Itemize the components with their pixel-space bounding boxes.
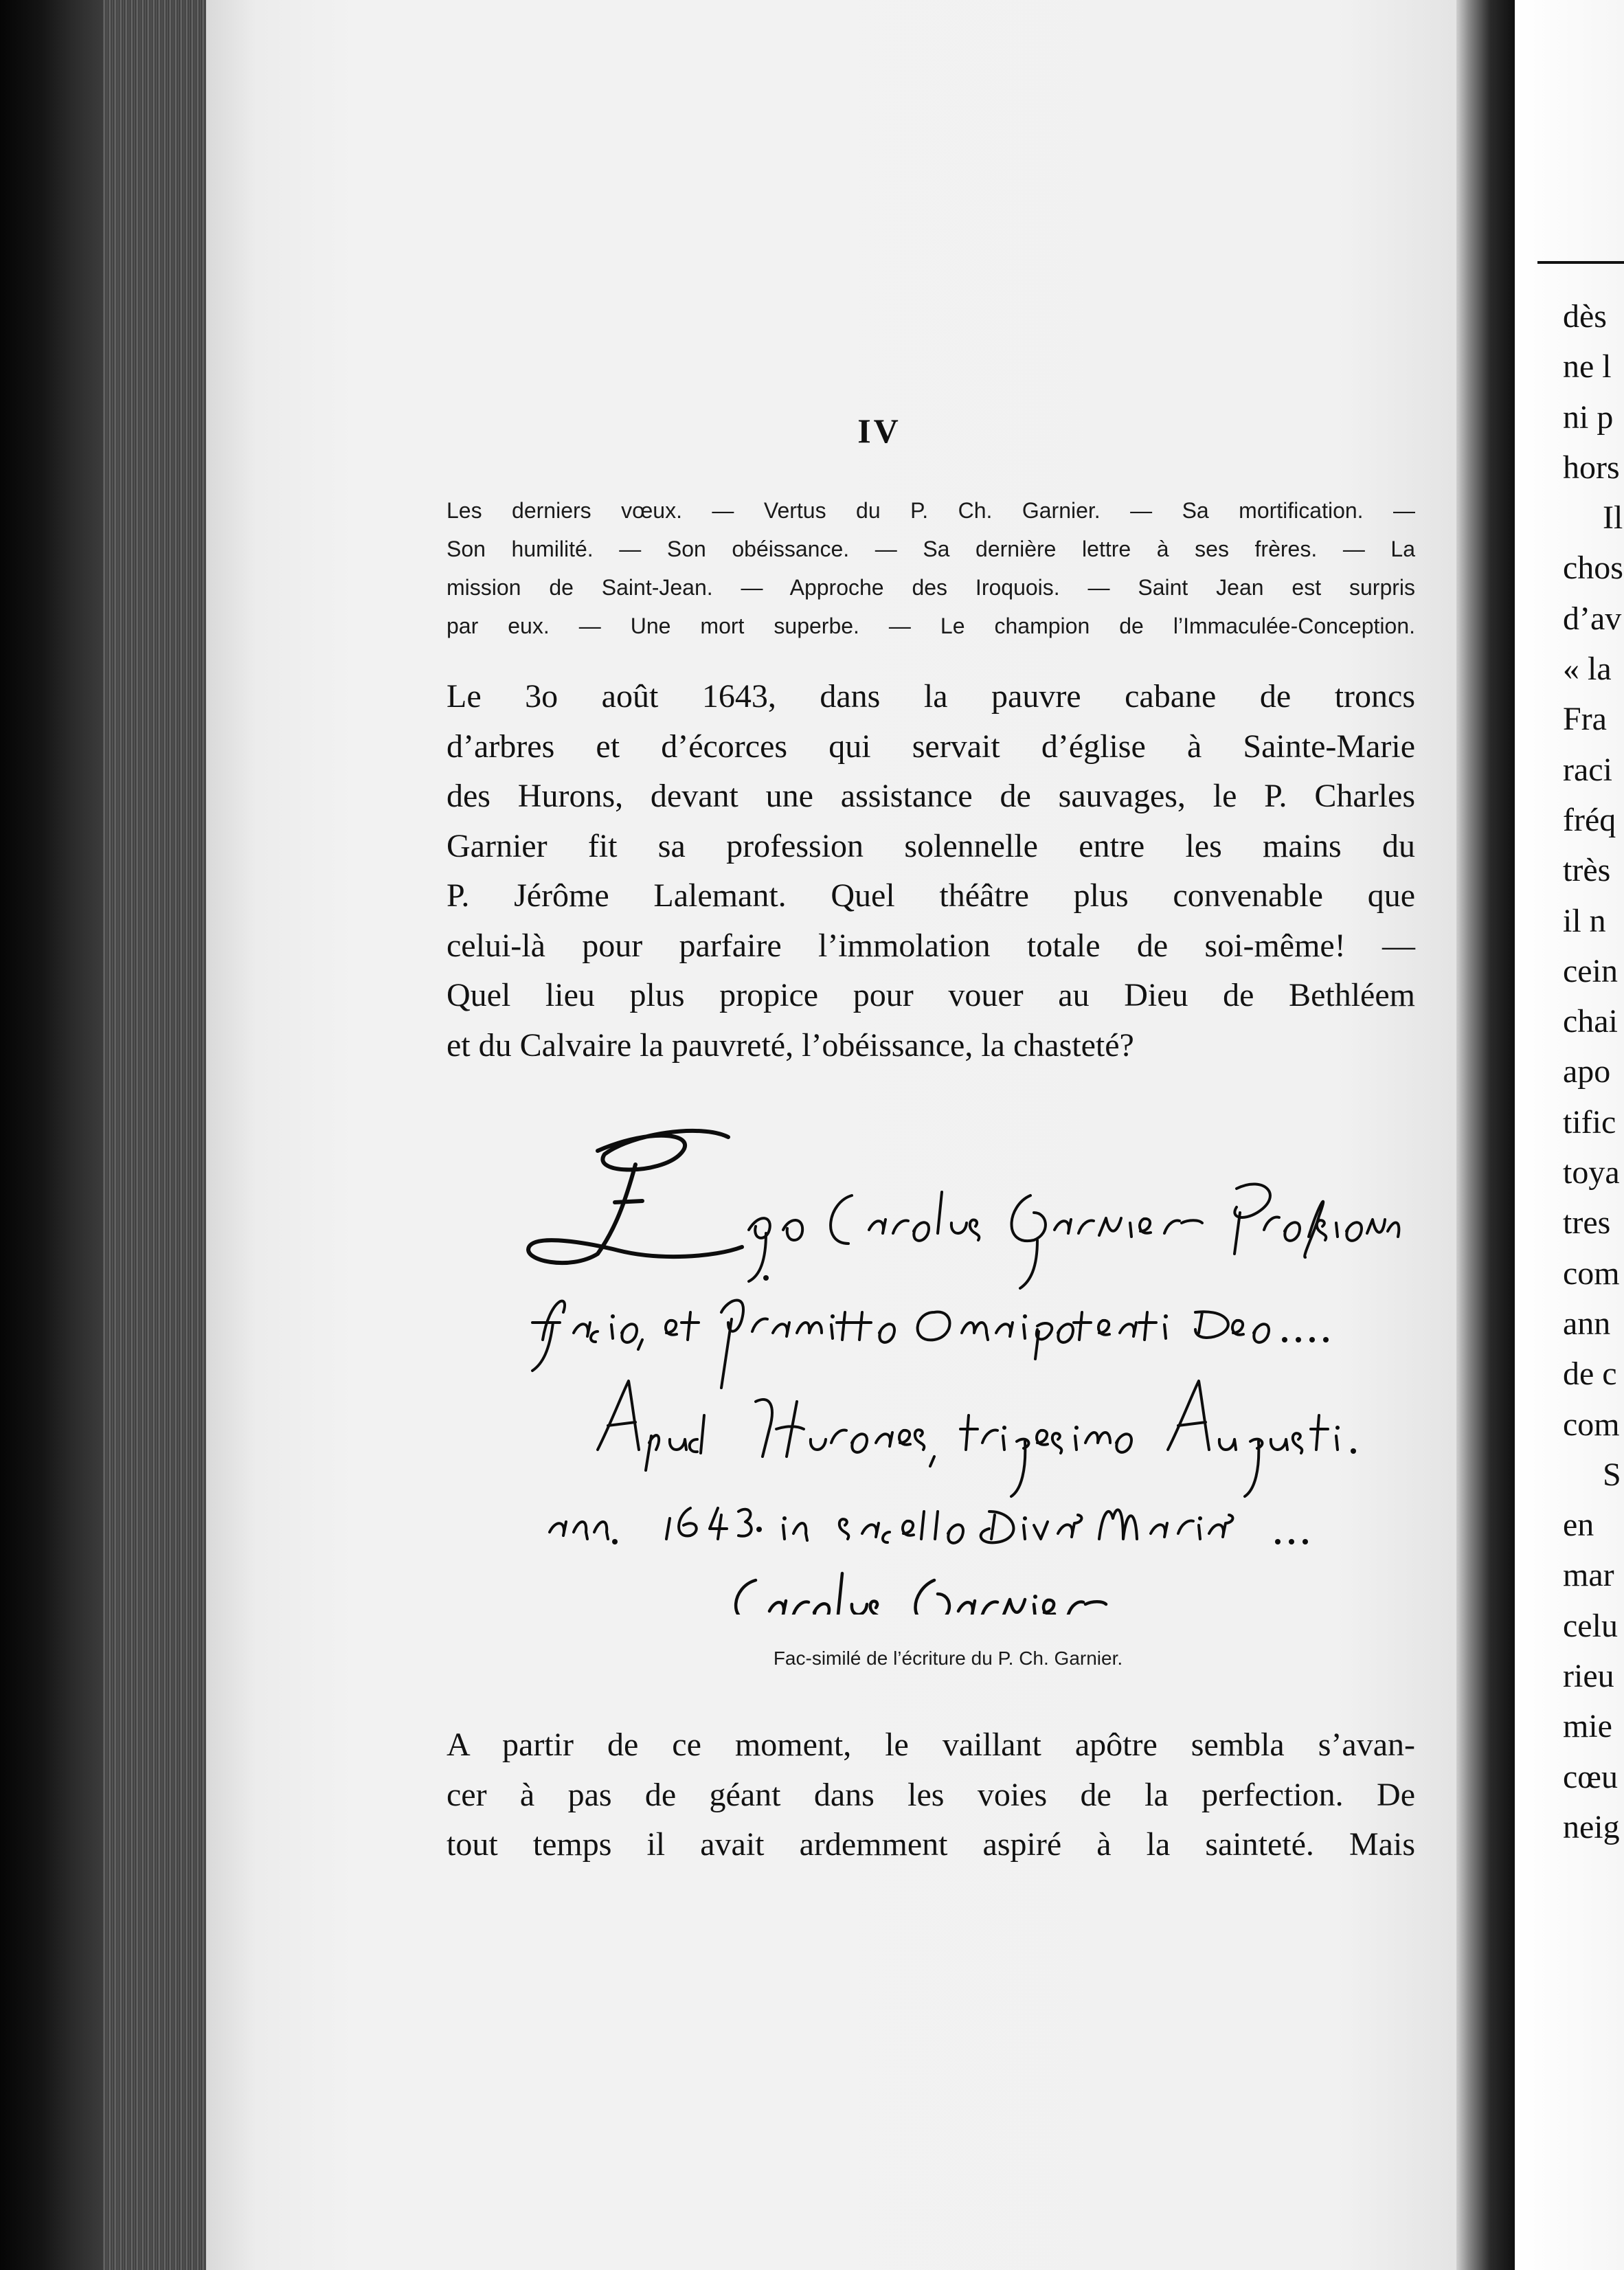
summary-line: Son humilité. — Son obéissance. — Sa dernière lettre à ses frères. — La [447, 537, 1415, 561]
fragment-line: tific [1563, 1103, 1616, 1140]
text-line: A partir de ce moment, le vaillant apôtre sembla s’avan- [447, 1727, 1415, 1763]
chapter-number: IV [857, 412, 901, 450]
fragment-line: celu [1563, 1607, 1618, 1644]
fragment-line: ni p [1563, 398, 1614, 436]
fragment-line: « la [1563, 651, 1612, 688]
handwriting-facsimile [495, 1113, 1401, 1615]
summary-line: par eux. — Une mort superbe. — Le champion de l’Immaculée-Conception. [447, 614, 1415, 638]
book-gutter [1456, 0, 1518, 2270]
fragment-line: com [1563, 1255, 1620, 1292]
fragment-line: chai [1563, 1003, 1618, 1040]
text-line: Quel lieu plus propice pour vouer au Dieu de Bethléem [447, 977, 1415, 1013]
fragment-line: dès [1563, 298, 1607, 335]
fragment-line: mie [1563, 1708, 1612, 1745]
fragment-line: rieu [1563, 1658, 1614, 1695]
facsimile-caption: Fac-similé de l’écriture du P. Ch. Garnier. [773, 1648, 1123, 1669]
fragment-line: com [1563, 1406, 1620, 1443]
fragment-line: ne l [1563, 348, 1612, 385]
fragment-line: cein [1563, 952, 1618, 989]
fragment-line: chos [1563, 550, 1623, 587]
fragment-line: Il [1603, 499, 1623, 537]
summary-line: Les derniers vœux. — Vertus du P. Ch. Garnier. — Sa mortification. — [447, 498, 1415, 523]
fragment-line: ann [1563, 1305, 1611, 1342]
page-stack-edges [103, 0, 220, 2270]
fragment-line: neig [1563, 1808, 1620, 1845]
text-line: Le 3o août 1643, dans la pauvre cabane de troncs [447, 678, 1415, 715]
fragment-line: cœu [1563, 1758, 1618, 1795]
text-line: Garnier fit sa profession solennelle entre les mains du [447, 827, 1415, 864]
fragment-line: tres [1563, 1204, 1611, 1241]
text-line: des Hurons, devant une assistance de sauvages, le P. Charles [447, 778, 1415, 814]
text-line: celui-là pour parfaire l’immolation totale de soi-même! — [447, 927, 1415, 964]
fragment-line: de c [1563, 1356, 1617, 1393]
text-line: tout temps il avait ardemment aspiré à la sainteté. Mais [447, 1826, 1415, 1863]
fragment-line: apo [1563, 1053, 1611, 1090]
right-page-text-fragments [1563, 291, 1624, 1852]
fragment-line: toya [1563, 1154, 1620, 1191]
right-page-rule [1537, 261, 1624, 264]
fragment-line: hors [1563, 449, 1620, 486]
chapter-summary [447, 491, 1415, 645]
text-line: cer à pas de géant dans les voies de la perfection. De [447, 1776, 1415, 1813]
text-line: P. Jérôme Lalemant. Quel théâtre plus convenable que [447, 877, 1415, 914]
fragment-line: il n [1563, 902, 1606, 939]
fragment-line: S [1603, 1456, 1621, 1493]
text-line: d’arbres et d’écorces qui servait d’église à Sainte-Marie [447, 728, 1415, 765]
fragment-line: raci [1563, 751, 1612, 788]
fragment-line: d’av [1563, 600, 1622, 637]
fragment-line: Fra [1563, 701, 1607, 738]
summary-line: mission de Saint-Jean. — Approche des Iroquois. — Saint Jean est surpris [447, 575, 1415, 600]
fragment-line: mar [1563, 1557, 1614, 1594]
text-line: et du Calvaire la pauvreté, l’obéissance, la chasteté? [447, 1026, 1134, 1064]
fragment-line: fréq [1563, 801, 1616, 838]
paragraph-profession [447, 672, 1415, 1070]
paragraph-perfection [447, 1720, 1415, 1870]
scan-border-left [0, 0, 103, 2270]
fragment-line: très [1563, 852, 1611, 889]
fragment-line: en [1563, 1507, 1594, 1544]
